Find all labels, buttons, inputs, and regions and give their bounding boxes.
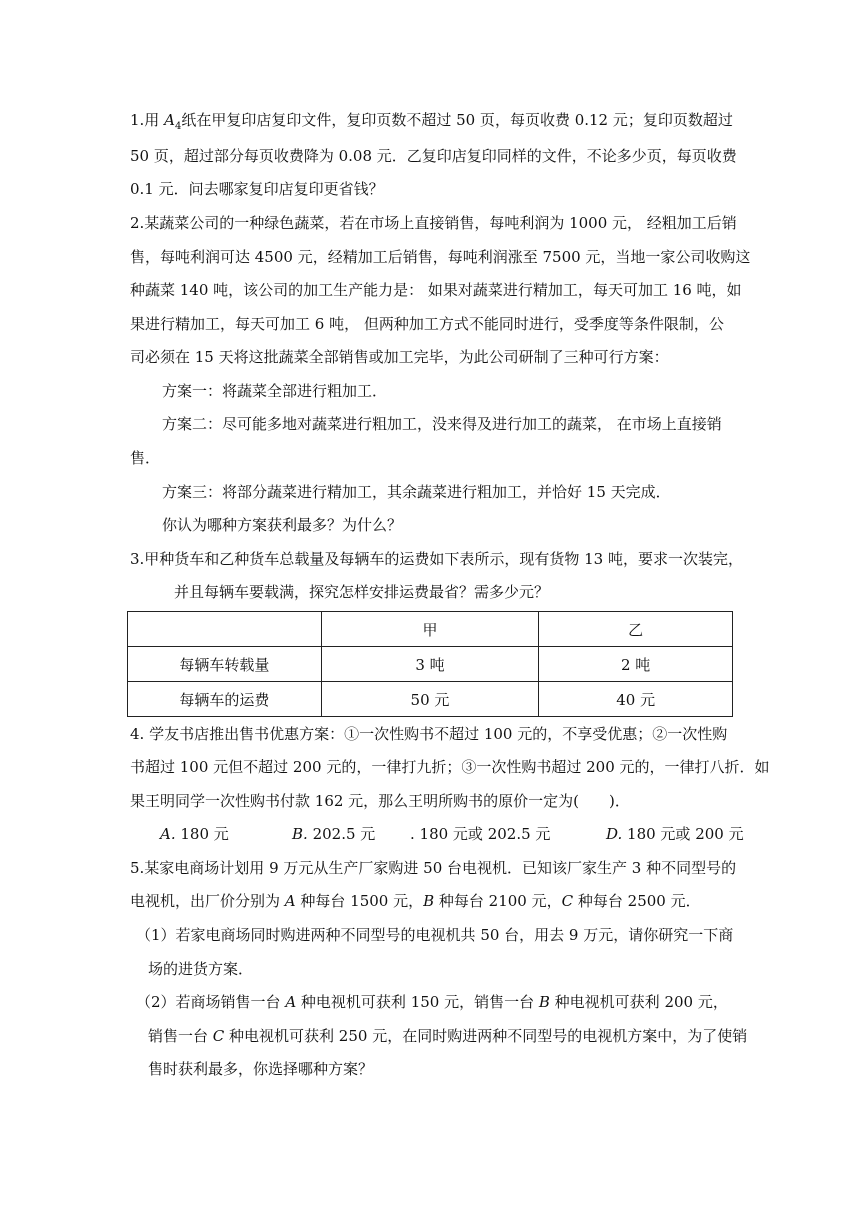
q2-plan-1: 方案一：将蔬菜全部进行粗加工．	[162, 382, 388, 400]
q1-line-3: 0.1 元．问去哪家复印店复印更省钱？	[130, 180, 384, 198]
q5-text: 种电视机可获利 150 元，销售一台	[296, 993, 539, 1011]
paper-size-subscript: 4	[174, 121, 182, 132]
option-c-text: . 180 元或 202.5 元	[410, 825, 551, 843]
q2-line-2: 售，每吨利润可达 4500 元，经精加工后销售，每吨利润涨至 7500 元，当地一家公司收购这	[130, 248, 751, 266]
table-cell: 每辆车的运费	[128, 682, 322, 717]
option-d-text: 180 元或 200 元	[622, 825, 744, 843]
table-header-cell: 甲	[321, 612, 539, 647]
q5-text: 销售一台	[148, 1027, 213, 1045]
q5-part-1: （1）若家电商场同时购进两种不同型号的电视机共 50 台，用去 9 万元，请你研究一下商	[136, 926, 734, 944]
q1-line-2: 50 页，超过部分每页收费降为 0.08 元．乙复印店复印同样的文件，不论多少页，每页收费	[130, 147, 737, 165]
option-d	[606, 824, 744, 844]
q1-number: 1.用	[130, 111, 165, 129]
paper-size-a: A	[164, 111, 175, 129]
option-b-text: 202.5 元	[307, 825, 376, 843]
q2-plan-2-cont: 售．	[130, 449, 161, 467]
q2-question: 你认为哪种方案获利最多？为什么？	[162, 516, 403, 534]
q5-part-2-line-3: 售时获利最多，你选择哪种方案？	[148, 1060, 374, 1078]
option-b	[292, 824, 375, 844]
option-a-letter: A.	[160, 825, 176, 843]
q3-line-1: 3.甲种货车和乙种货车总载量及每辆车的运费如下表所示，现有货物 13 吨，要求一次装完，	[130, 550, 743, 568]
table-cell: 40 元	[539, 682, 733, 717]
table-cell: 2 吨	[539, 647, 733, 682]
q5-part-2	[136, 992, 728, 1012]
q5-text: 电视机，出厂价分别为	[130, 892, 285, 910]
q4-line-1: 4. 学友书店推出售书优惠方案：①一次性购书不超过 100 元的，不享受优惠；②一次性购	[130, 725, 728, 743]
q2-plan-2: 方案二：尽可能多地对蔬菜进行粗加工，没来得及进行加工的蔬菜， 在市场上直接销	[162, 415, 722, 433]
q5-text: 种每台 1500 元，	[295, 892, 424, 910]
model-a: A	[284, 892, 296, 910]
table-cell: 50 元	[321, 682, 539, 717]
q1-text: 纸在甲复印店复印文件，复印页数不超过 50 页，每页收费 0.12 元；复印页数超过	[181, 111, 733, 129]
freight-table	[127, 611, 733, 717]
q5-text: 种每台 2100 元，	[434, 892, 562, 910]
table-header-row	[128, 612, 733, 647]
model-c: C	[212, 1027, 225, 1045]
table-row	[128, 682, 733, 717]
q1-line-1	[130, 110, 733, 137]
q5-part-1-cont: 场的进货方案．	[148, 960, 254, 978]
option-b-letter: B.	[292, 825, 308, 843]
model-b: B	[538, 993, 550, 1011]
table-cell: 3 吨	[321, 647, 539, 682]
q5-line-2	[130, 891, 701, 911]
table-header-cell	[128, 612, 322, 647]
q2-line-1: 2.某蔬菜公司的一种绿色蔬菜，若在市场上直接销售，每吨利润为 1000 元， 经粗加工后销	[130, 214, 737, 232]
q2-plan-3: 方案三：将部分蔬菜进行精加工，其余蔬菜进行粗加工，并恰好 15 天完成．	[162, 483, 671, 501]
option-d-letter: D.	[606, 825, 623, 843]
q5-text: 种电视机可获利 250 元，在同时购进两种不同型号的电视机方案中，为了使销	[224, 1027, 748, 1045]
q5-text: 种电视机可获利 200 元，	[549, 993, 728, 1011]
q2-line-4: 果进行精加工，每天可加工 6 吨， 但两种加工方式不能同时进行，受季度等条件限制，公	[130, 315, 724, 333]
q4-line-2: 书超过 100 元但不超过 200 元的，一律打九折；③一次性购书超过 200 元的，一律打八折．如	[130, 758, 770, 776]
table-row	[128, 647, 733, 682]
model-c: C	[561, 892, 574, 910]
table-cell: 每辆车转载量	[128, 647, 322, 682]
model-b: B	[423, 892, 435, 910]
q3-line-2: 并且每辆车要载满，探究怎样安排运费最省？需多少元？	[174, 583, 550, 601]
q5-text: 种每台 2500 元．	[573, 892, 701, 910]
q2-line-3: 种蔬菜 140 吨，该公司的加工生产能力是： 如果对蔬菜进行精加工，每天可加工 16 吨，如	[130, 281, 742, 299]
option-c	[410, 824, 550, 844]
q5-text: （2）若商场销售一台	[136, 993, 286, 1011]
q5-line-1: 5.某家电商场计划用 9 万元从生产厂家购进 50 台电视机．已知该厂家生产 3 种不同型号的	[130, 859, 737, 877]
q5-part-2-line-2	[148, 1026, 747, 1046]
model-a: A	[285, 993, 297, 1011]
q4-line-3: 果王明同学一次性购书付款 162 元，那么王明所购书的原价一定为( )．	[130, 792, 630, 810]
q2-line-5: 司必须在 15 天将这批蔬菜全部销售或加工完毕，为此公司研制了三种可行方案：	[130, 348, 669, 366]
option-a-text: 180 元	[175, 825, 229, 843]
option-a	[160, 824, 229, 844]
table-header-cell: 乙	[539, 612, 733, 647]
